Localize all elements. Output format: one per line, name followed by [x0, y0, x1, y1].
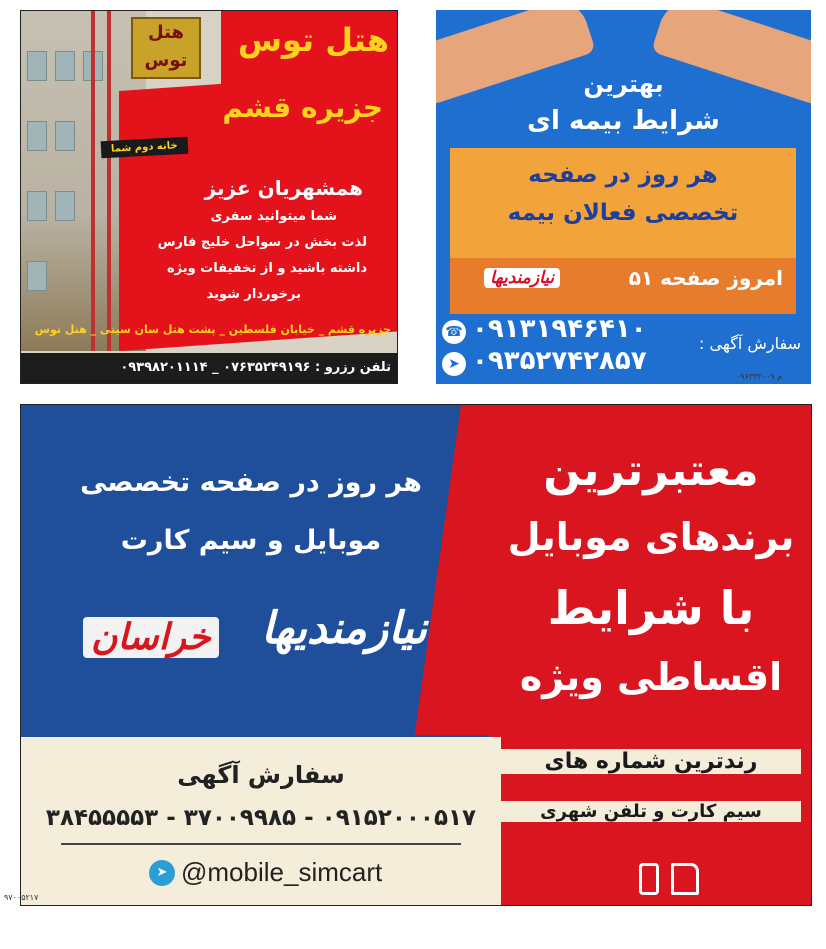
telegram-icon: ➤	[149, 860, 175, 886]
hotel-badge: خانه دوم شما	[101, 137, 188, 159]
hotel-title: هتل توس	[237, 21, 389, 59]
phone-label: تلفن رزرو :	[314, 360, 391, 375]
insurance-order-label: سفارش آگهی :	[699, 334, 801, 353]
brand-logo: نیازمندیها	[484, 268, 560, 288]
mobile-ad-code: ۹۷۰۰۵۲۱۷	[4, 893, 39, 902]
mobile-sub-line1: رندترین شماره های	[501, 749, 801, 774]
divider	[61, 843, 461, 845]
insurance-phone1: ۰۹۱۳۱۹۴۶۴۱۰	[472, 314, 647, 344]
hotel-body-line: برخوردار شوید	[206, 287, 301, 302]
hotel-body-line: شما میتوانید سفری	[210, 209, 337, 224]
phone-icon: ☎	[442, 320, 466, 344]
insurance-ad-code: ۰۹۶۳۳۲۰۰۹ م	[736, 372, 783, 381]
insurance-box-line2: تخصصی فعالان بیمه	[507, 200, 739, 226]
mobile-red-line4: اقساطی ویژه	[519, 655, 783, 699]
insurance-box-line1: هر روز در صفحه	[528, 162, 718, 188]
mobile-order-label: سفارش آگهی	[177, 761, 345, 789]
insurance-title-line2: شرایط بیمه ای	[527, 106, 720, 136]
mobile-phones: ۰۹۱۵۲۰۰۰۵۱۷ - ۳۷۰۰۹۹۸۵ - ۳۸۴۵۵۵۵۳	[45, 805, 477, 831]
hotel-sign: هتل توس	[131, 17, 201, 79]
hotel-subtitle: جزیره قشم	[222, 91, 383, 124]
mobile-blue-line2: موبایل و سیم کارت	[120, 525, 382, 556]
logo-main: نیازمندیها	[261, 603, 428, 654]
insurance-phone2: ۰۹۳۵۲۷۴۲۸۵۷	[472, 346, 647, 376]
insurance-ad	[436, 10, 811, 384]
hotel-ad	[20, 10, 398, 384]
mobile-red-line2: برندهای موبایل	[507, 515, 795, 559]
mobile-red-line1: معتبرترین	[543, 445, 759, 496]
hotel-address: جزیره قشم _ خیابان فلسطین _ پشت هتل سان سیتی _ هتل توس	[34, 323, 391, 336]
hotel-phones: ۰۷۶۳۵۲۴۹۱۹۶ _ ۰۹۳۹۸۲۰۱۱۱۴	[120, 360, 311, 375]
mobile-blue-line1: هر روز در صفحه تخصصی	[80, 467, 422, 498]
insurance-title-line1: بهترین	[583, 70, 664, 98]
mobile-red-line3: با شرایط	[547, 581, 755, 635]
mobile-phone-icon	[639, 863, 659, 895]
hotel-body-line: لذت بخش در سواحل خلیج فارس	[157, 235, 367, 250]
hotel-phone-bar	[21, 353, 398, 383]
insurance-today: امروز صفحه ۵۱	[628, 266, 783, 290]
telegram-handle: @mobile_simcart	[181, 857, 383, 887]
mobile-sub-line2: سیم کارت و تلفن شهری	[501, 801, 801, 822]
telegram-icon: ➤	[442, 352, 466, 376]
hotel-greeting: همشهریان عزیز	[204, 176, 363, 200]
sim-card-icon	[671, 863, 699, 895]
hotel-body-line: داشته باشید و از تخفیفات ویژه	[166, 261, 367, 276]
mobile-ad	[20, 404, 812, 906]
logo-sub: خراسان	[83, 617, 219, 658]
